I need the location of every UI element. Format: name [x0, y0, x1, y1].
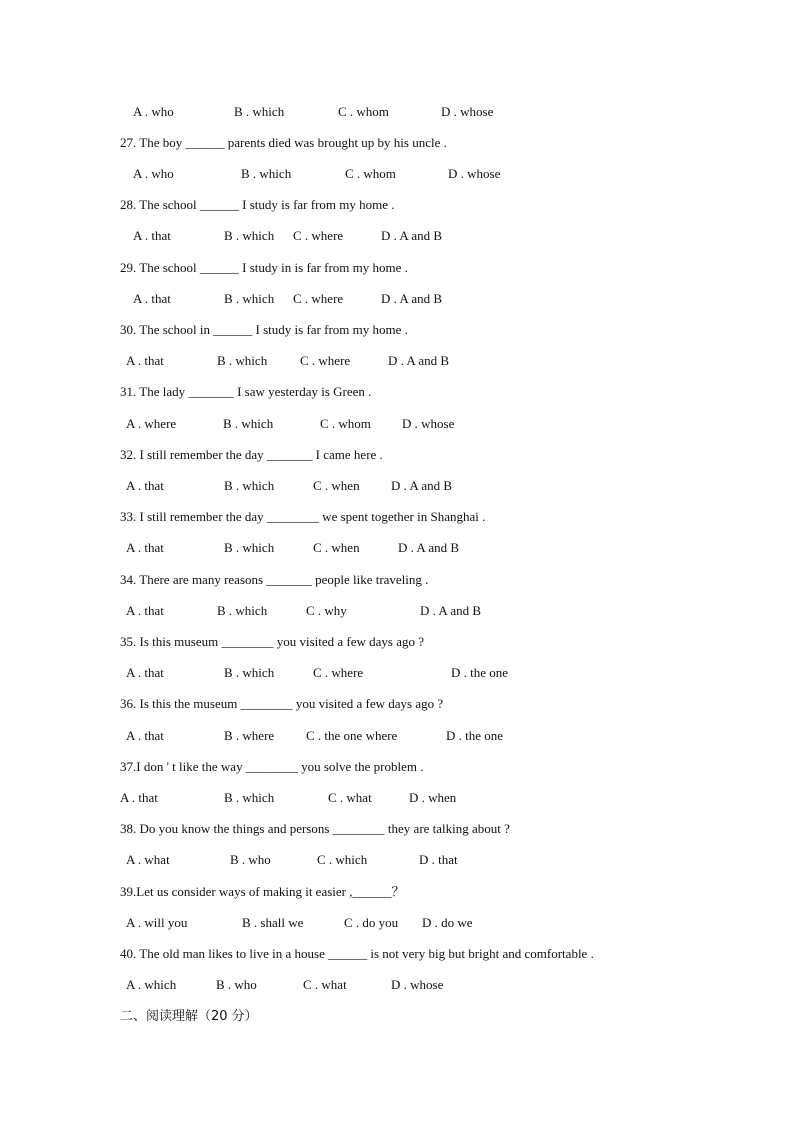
- q30-option-b: B . which: [217, 353, 268, 368]
- q28-option-a: A . that: [133, 228, 171, 243]
- q37-option-a: A . that: [120, 790, 158, 805]
- q33-option-b: B . which: [224, 540, 275, 555]
- q34-option-c: C . why: [306, 603, 347, 618]
- q27-option-b: B . which: [241, 166, 292, 181]
- q36-option-a: A . that: [126, 728, 164, 743]
- q30-option-d: D . A and B: [388, 353, 450, 368]
- q39-stem: 39.Let us consider ways of making it easier ,______？: [120, 884, 405, 899]
- q29-option-d: D . A and B: [381, 291, 443, 306]
- q34-option-d: D . A and B: [420, 603, 482, 618]
- q28-option-d: D . A and B: [381, 228, 443, 243]
- q35-stem: 35. Is this museum ________ you visited a few days ago ?: [120, 634, 425, 649]
- q33-option-c: C . when: [313, 540, 360, 555]
- q36-option-d: D . the one: [446, 728, 504, 743]
- q34-option-a: A . that: [126, 603, 164, 618]
- q28-option-b: B . which: [224, 228, 275, 243]
- q31-option-c: C . whom: [320, 416, 371, 431]
- q35-option-d: D . the one: [451, 665, 509, 680]
- q30-option-c: C . where: [300, 353, 351, 368]
- q33-option-d: D . A and B: [398, 540, 460, 555]
- q32-option-d: D . A and B: [391, 478, 453, 493]
- q32-option-c: C . when: [313, 478, 360, 493]
- q27-option-d: D . whose: [448, 166, 501, 181]
- q26-option-b: B . which: [234, 104, 285, 119]
- q33-stem: 33. I still remember the day ________ we spent together in Shanghai .: [120, 509, 486, 524]
- q29-stem: 29. The school ______ I study in is far from my home .: [120, 260, 408, 275]
- q37-option-d: D . when: [409, 790, 457, 805]
- q32-option-a: A . that: [126, 478, 164, 493]
- q27-option-c: C . whom: [345, 166, 396, 181]
- q37-stem: 37.I don ' t like the way ________ you solve the problem .: [120, 759, 424, 774]
- q38-option-a: A . what: [126, 852, 170, 867]
- q29-option-b: B . which: [224, 291, 275, 306]
- q40-option-c: C . what: [303, 977, 347, 992]
- section-heading-reading: 二、阅读理解（20 分）: [120, 1009, 258, 1024]
- q28-option-c: C . where: [293, 228, 344, 243]
- q35-option-a: A . that: [126, 665, 164, 680]
- q38-option-b: B . who: [230, 852, 271, 867]
- q37-option-b: B . which: [224, 790, 275, 805]
- q39-option-c: C . do you: [344, 915, 399, 930]
- q38-option-d: D . that: [419, 852, 458, 867]
- q35-option-b: B . which: [224, 665, 275, 680]
- q26-option-d: D . whose: [441, 104, 494, 119]
- q38-stem: 38. Do you know the things and persons ________ they are talking about ?: [120, 821, 510, 836]
- q33-option-a: A . that: [126, 540, 164, 555]
- q31-option-d: D . whose: [402, 416, 455, 431]
- q31-option-a: A . where: [126, 416, 177, 431]
- q37-option-c: C . what: [328, 790, 372, 805]
- q39-option-d: D . do we: [422, 915, 473, 930]
- q40-option-d: D . whose: [391, 977, 444, 992]
- q27-stem: 27. The boy ______ parents died was brought up by his uncle .: [120, 135, 447, 150]
- q29-option-c: C . where: [293, 291, 344, 306]
- q32-option-b: B . which: [224, 478, 275, 493]
- q40-stem: 40. The old man likes to live in a house ______ is not very big but bright and comfortable .: [120, 946, 594, 961]
- q30-stem: 30. The school in ______ I study is far from my home .: [120, 322, 408, 337]
- q34-option-b: B . which: [217, 603, 268, 618]
- q31-option-b: B . which: [223, 416, 274, 431]
- q40-option-a: A . which: [126, 977, 177, 992]
- q26-option-a: A . who: [133, 104, 174, 119]
- q26-option-c: C . whom: [338, 104, 389, 119]
- q36-option-c: C . the one where: [306, 728, 398, 743]
- q34-stem: 34. There are many reasons _______ people like traveling .: [120, 572, 429, 587]
- q39-option-b: B . shall we: [242, 915, 304, 930]
- q39-option-a: A . will you: [126, 915, 188, 930]
- q36-option-b: B . where: [224, 728, 275, 743]
- q27-option-a: A . who: [133, 166, 174, 181]
- q40-option-b: B . who: [216, 977, 257, 992]
- q38-option-c: C . which: [317, 852, 368, 867]
- q31-stem: 31. The lady _______ I saw yesterday is Green .: [120, 384, 372, 399]
- q35-option-c: C . where: [313, 665, 364, 680]
- q36-stem: 36. Is this the museum ________ you visited a few days ago ?: [120, 696, 444, 711]
- q32-stem: 32. I still remember the day _______ I came here .: [120, 447, 383, 462]
- q28-stem: 28. The school ______ I study is far from my home .: [120, 197, 395, 212]
- q30-option-a: A . that: [126, 353, 164, 368]
- q29-option-a: A . that: [133, 291, 171, 306]
